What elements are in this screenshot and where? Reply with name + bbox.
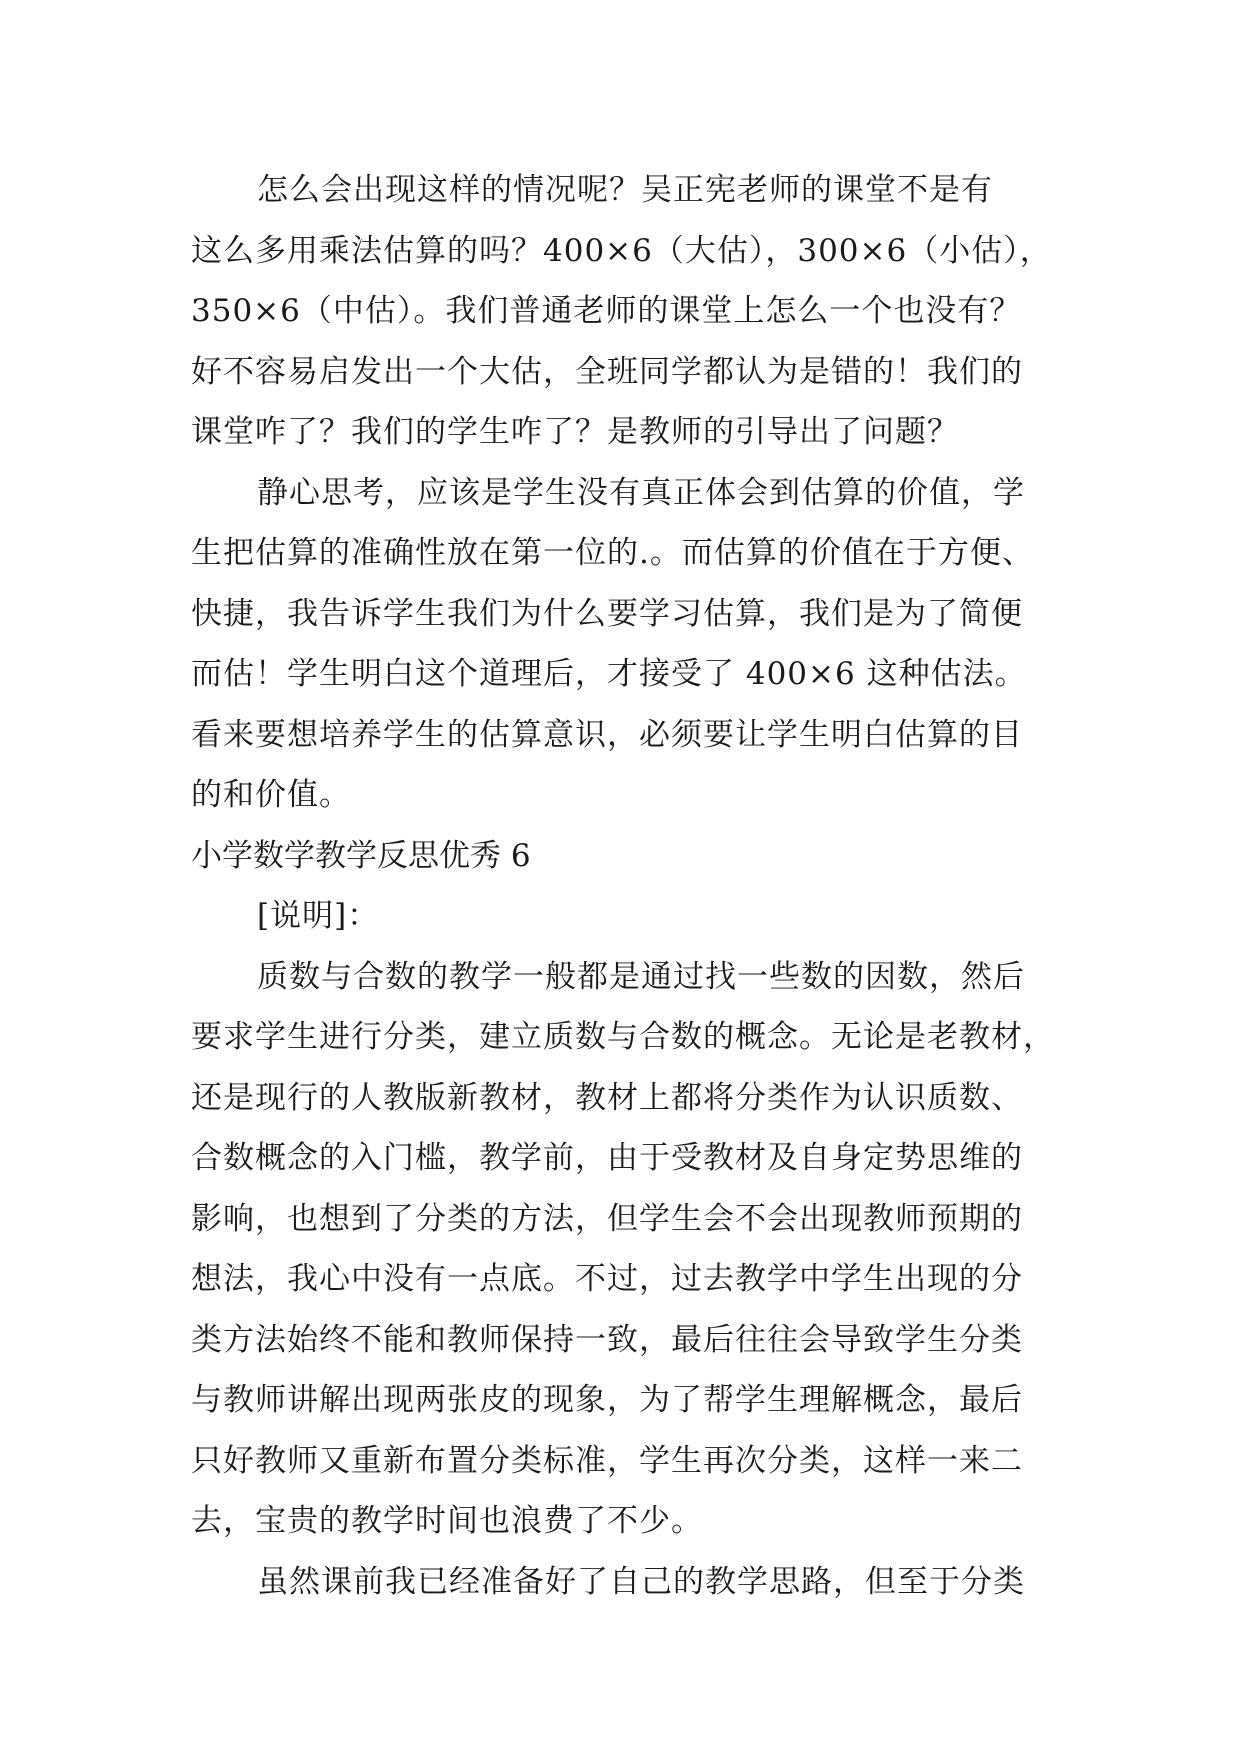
text-line: 只好教师又重新布置分类标准，学生再次分类，这样一来二 xyxy=(191,1442,1023,1479)
paragraph xyxy=(191,463,1051,826)
paragraph xyxy=(191,160,1051,463)
text-line: 与教师讲解出现两张皮的现象，为了帮学生理解概念，最后 xyxy=(191,1382,1023,1418)
text-line: 质数与合数的教学一般都是通过找一些数的因数，然后 xyxy=(257,958,1025,995)
text-line: 去，宝贵的教学时间也浪费了不少。 xyxy=(191,1503,703,1539)
text-line: 的和价值。 xyxy=(191,777,351,813)
text-line: 看来要想培养学生的估算意识，必须要让学生明白估算的目 xyxy=(191,716,1023,753)
paragraph xyxy=(191,947,1055,1552)
text-line: 还是现行的人教版新教材，教材上都将分类作为认识质数、 xyxy=(191,1079,1023,1116)
document-page xyxy=(191,160,1055,1612)
text-line: 好不容易启发出一个大估，全班同学都认为是错的！我们的 xyxy=(191,353,1023,390)
paragraph xyxy=(191,1552,1051,1613)
text-line: 虽然课前我已经准备好了自己的教学思路，但至于分类 xyxy=(257,1563,1025,1600)
text-line: 课堂咋了？我们的学生咋了？是教师的引导出了问题？ xyxy=(191,414,959,450)
text-line: 350×6（中估）。我们普通老师的课堂上怎么一个也没有？ xyxy=(191,293,1022,329)
text-line: 类方法始终不能和教师保持一致，最后往往会导致学生分类 xyxy=(191,1321,1023,1358)
text-line: 这么多用乘法估算的吗？400×6（大估），300×6（小估）， xyxy=(191,232,1052,269)
text-line: 要求学生进行分类，建立质数与合数的概念。无论是老教材， xyxy=(191,1019,1055,1055)
text-line: 合数概念的入门槛，教学前，由于受教材及自身定势思维的 xyxy=(191,1140,1023,1176)
text-line: 怎么会出现这样的情况呢？吴正宪老师的课堂不是有 xyxy=(257,172,993,208)
section-title: 小学数学教学反思优秀 6 xyxy=(191,837,531,874)
text-line: 快捷，我告诉学生我们为什么要学习估算，我们是为了简便 xyxy=(191,595,1023,632)
note-label: [说明]： xyxy=(257,898,380,934)
text-line: 生把估算的准确性放在第一位的.。而估算的价值在于方便、 xyxy=(191,535,1034,571)
text-line: 影响，也想到了分类的方法，但学生会不会出现教师预期的 xyxy=(191,1200,1023,1237)
text-line: 而估！学生明白这个道理后，才接受了 400×6 这种估法。 xyxy=(191,656,1027,692)
text-line: 静心思考，应该是学生没有真正体会到估算的价值，学 xyxy=(257,474,1025,511)
text-line: 想法，我心中没有一点底。不过，过去教学中学生出现的分 xyxy=(191,1261,1023,1297)
